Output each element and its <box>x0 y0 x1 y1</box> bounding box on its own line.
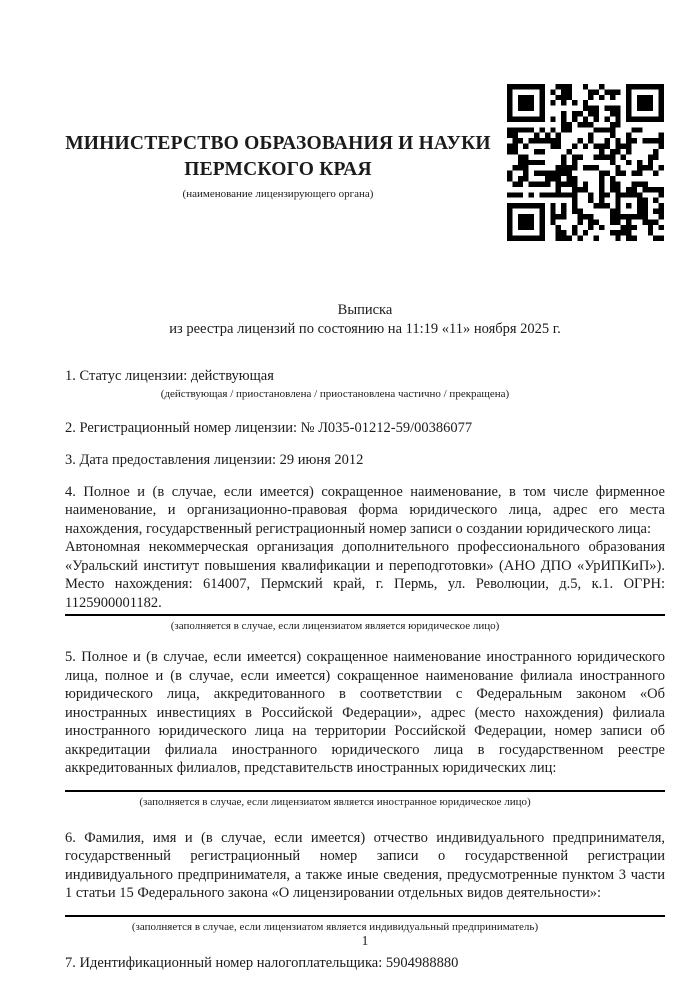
document-title-line1: Выписка <box>337 302 393 318</box>
document-content <box>65 0 665 972</box>
document-title <box>65 301 665 339</box>
legal-entity-note: (заполняется в случае, если лицензиатом является юридическое лицо) <box>170 620 500 632</box>
page-number: 1 <box>361 933 369 948</box>
item-taxpayer-number: 7. Идентификационный номер налогоплательщика: 5904988880 <box>65 954 459 971</box>
item-grant-date: 3. Дата предоставления лицензии: 29 июня 2012 <box>65 452 364 468</box>
ministry-name-line2: ПЕРМСКОГО КРАЯ <box>184 159 372 180</box>
item-foreign-entity-label: 5. Полное и (в случае, если имеется) сокращенное наименование иностранного юридического лица, полное и (в случае, если имеется) сокращенное наименование филиала иностранного юридического лица, аккредитованного в соответствии с Федеральным законом «Об иностранных инвестициях в Российской Федерации», адрес (место нахождения) филиала иностранного юридического лица на территории Российской Федерации, номер записи об аккредитации филиала иностранного юридического лица в государственном реестре аккредитованных филиалов, представительств иностранных юридических лиц: <box>65 649 665 776</box>
individual-note: (заполняется в случае, если лицензиатом является индивидуальный предприниматель) <box>131 920 539 933</box>
item-legal-entity-label: 4. Полное и (в случае, если имеется) сокращенное наименование, в том числе фирменное наименование, и организационно-правовая форма юридического лица, адрес его места нахождения, государственный регистрационный номер записи о создании юридического лица: <box>65 483 665 537</box>
licensing-authority-note: (наименование лицензирующего органа) <box>182 188 374 200</box>
item-license-status: 1. Статус лицензии: действующая <box>65 368 274 384</box>
ministry-name-line1: МИНИСТЕРСТВО ОБРАЗОВАНИЯ И НАУКИ <box>65 133 491 154</box>
item-registration-number: 2. Регистрационный номер лицензии: № Л035-01212-59/00386077 <box>65 419 473 436</box>
foreign-entity-fill-line <box>65 790 665 792</box>
individual-fill-line <box>65 915 665 917</box>
item-legal-entity-value: Автономная некоммерческая организация дополнительного профессионального образования «Уральский институт повышения квалификации и переподготовки» (АНО ДПО «УрИПКиП»). Место нахождения: 614007, Пермский край, г. Пермь, ул. Революции, д.5, к.1. ОГРН: 1125900001182. <box>65 539 665 611</box>
ministry-header <box>65 131 491 201</box>
license-status-options-note: (действующая / приостановлена / приостановлена частично / прекращена) <box>160 387 510 400</box>
legal-entity-fill-line <box>65 614 665 616</box>
item-individual-label: 6. Фамилия, имя и (в случае, если имеется) отчество индивидуального предпринимателя, государственный регистрационный номер записи о государственной регистрации индивидуального предпринимателя, а также иные сведения, предусмотренные пунктом 3 части 1 статьи 15 Федерального закона «О лицензировании отдельных видов деятельности»: <box>65 829 665 901</box>
document-title-line2: из реестра лицензий по состоянию на 11:19 «11» ноября 2025 г. <box>169 321 561 337</box>
foreign-entity-note: (заполняется в случае, если лицензиатом является иностранное юридическое лицо) <box>139 795 531 808</box>
